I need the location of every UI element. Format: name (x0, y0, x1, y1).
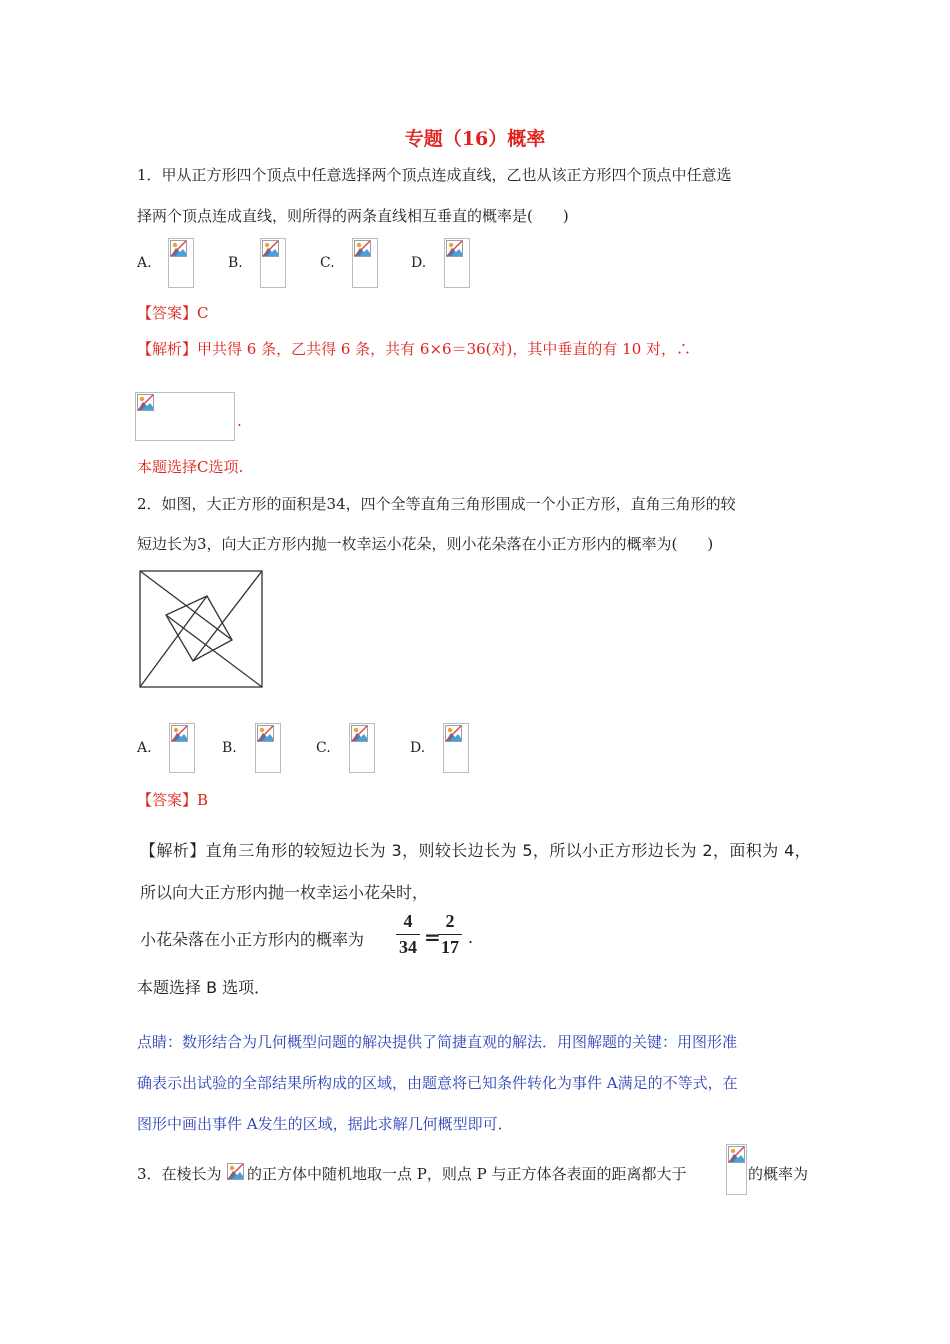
broken-image-icon (351, 725, 368, 742)
q3-edge-length-image (227, 1163, 247, 1183)
q3-text-part1: 3．在棱长为 (137, 1165, 222, 1183)
q1-text-line2: 择两个顶点连成直线，则所得的两条直线相互垂直的概率是( ) (137, 207, 569, 225)
q1-option-c-label: C. (320, 255, 335, 271)
fraction-2-over-17 (438, 911, 462, 958)
q1-conclusion: 本题选择C选项. (137, 458, 244, 476)
broken-image-icon (227, 1163, 244, 1180)
q1-option-d-image (444, 238, 470, 288)
q2-option-c-label: C. (316, 740, 331, 756)
q3-text-part3: 的概率为 (748, 1165, 809, 1183)
small-square (166, 596, 232, 661)
end-period: . (468, 928, 474, 947)
q2-option-d-image (443, 723, 469, 773)
q2-option-a-image (169, 723, 195, 773)
q2-tip-line3: 图形中画出事件 A发生的区域，据此求解几何概型即可． (137, 1115, 513, 1133)
q2-option-b-label: B. (222, 740, 237, 756)
q1-option-d-label: D. (411, 255, 427, 271)
fraction-denominator: 17 (441, 937, 459, 957)
broken-image-icon (354, 240, 371, 257)
equals-sign: = (424, 925, 441, 949)
q2-analysis-line3: 小花朵落在小正方形内的概率为 (140, 930, 365, 949)
q1-formula-image (135, 392, 235, 441)
q3-distance-image (726, 1144, 747, 1195)
q1-answer: 【答案】C (137, 304, 209, 322)
fraction-denominator: 34 (399, 937, 417, 957)
broken-image-icon (262, 240, 279, 257)
q2-conclusion: 本题选择 B 选项． (137, 978, 271, 997)
broken-image-icon (257, 725, 274, 742)
q2-option-d-label: D. (410, 740, 426, 756)
triangle-edge-2 (193, 571, 262, 661)
broken-image-icon (728, 1146, 745, 1163)
q2-option-c-image (349, 723, 375, 773)
q2-text-line2: 短边长为3，向大正方形内抛一枚幸运小花朵，则小花朵落在小正方形内的概率为( ) (137, 535, 714, 553)
page-title: 专题（16）概率 (404, 128, 546, 150)
broken-image-icon (170, 240, 187, 257)
fraction-4-over-34 (396, 911, 420, 958)
triangle-edge-4 (140, 596, 207, 687)
q1-text-line1: 1．甲从正方形四个顶点中任意选择两个顶点连成直线，乙也从该正方形四个顶点中任意选 (137, 166, 732, 184)
broken-image-icon (445, 725, 462, 742)
broken-image-icon (171, 725, 188, 742)
q1-option-a-label: A. (137, 255, 152, 271)
q2-answer: 【答案】B (137, 791, 209, 809)
q1-option-b-image (260, 238, 286, 288)
q2-option-b-image (255, 723, 281, 773)
broken-image-icon (137, 394, 154, 411)
q2-tip-line2: 确表示出试验的全部结果所构成的区域，由题意将已知条件转化为事件 A满足的不等式，在 (137, 1074, 738, 1092)
q2-analysis-line2: 所以向大正方形内抛一枚幸运小花朵时， (140, 883, 429, 902)
fraction-numerator: 4 (403, 911, 413, 931)
q1-analysis: 【解析】甲共得 6 条，乙共得 6 条，共有 6×6＝36(对)，其中垂直的有 10 对，∴ (137, 340, 691, 358)
q2-option-a-label: A. (137, 740, 152, 756)
q2-analysis-line1: 【解析】直角三角形的较短边长为 3，则较长边长为 5，所以小正方形边长为 2，面积为 4， (140, 841, 812, 860)
q2-text-line1: 2．如图，大正方形的面积是34，四个全等直角三角形围成一个小正方形，直角三角形的较 (137, 495, 736, 513)
q1-option-a-image (168, 238, 194, 288)
q3-text-part2: 的正方体中随机地取一点 P，则点 P 与正方体各表面的距离都大于 (247, 1165, 687, 1183)
q1-period: . (237, 412, 242, 430)
q1-option-c-image (352, 238, 378, 288)
large-square (140, 571, 262, 687)
q1-option-b-label: B. (228, 255, 243, 271)
broken-image-icon (446, 240, 463, 257)
q2-tip-line1: 点睛：数形结合为几何概型问题的解决提供了简捷直观的解法．用图解题的关键：用图形准 (137, 1033, 738, 1051)
fraction-numerator: 2 (445, 911, 455, 931)
pinwheel-squares-figure (137, 568, 265, 690)
